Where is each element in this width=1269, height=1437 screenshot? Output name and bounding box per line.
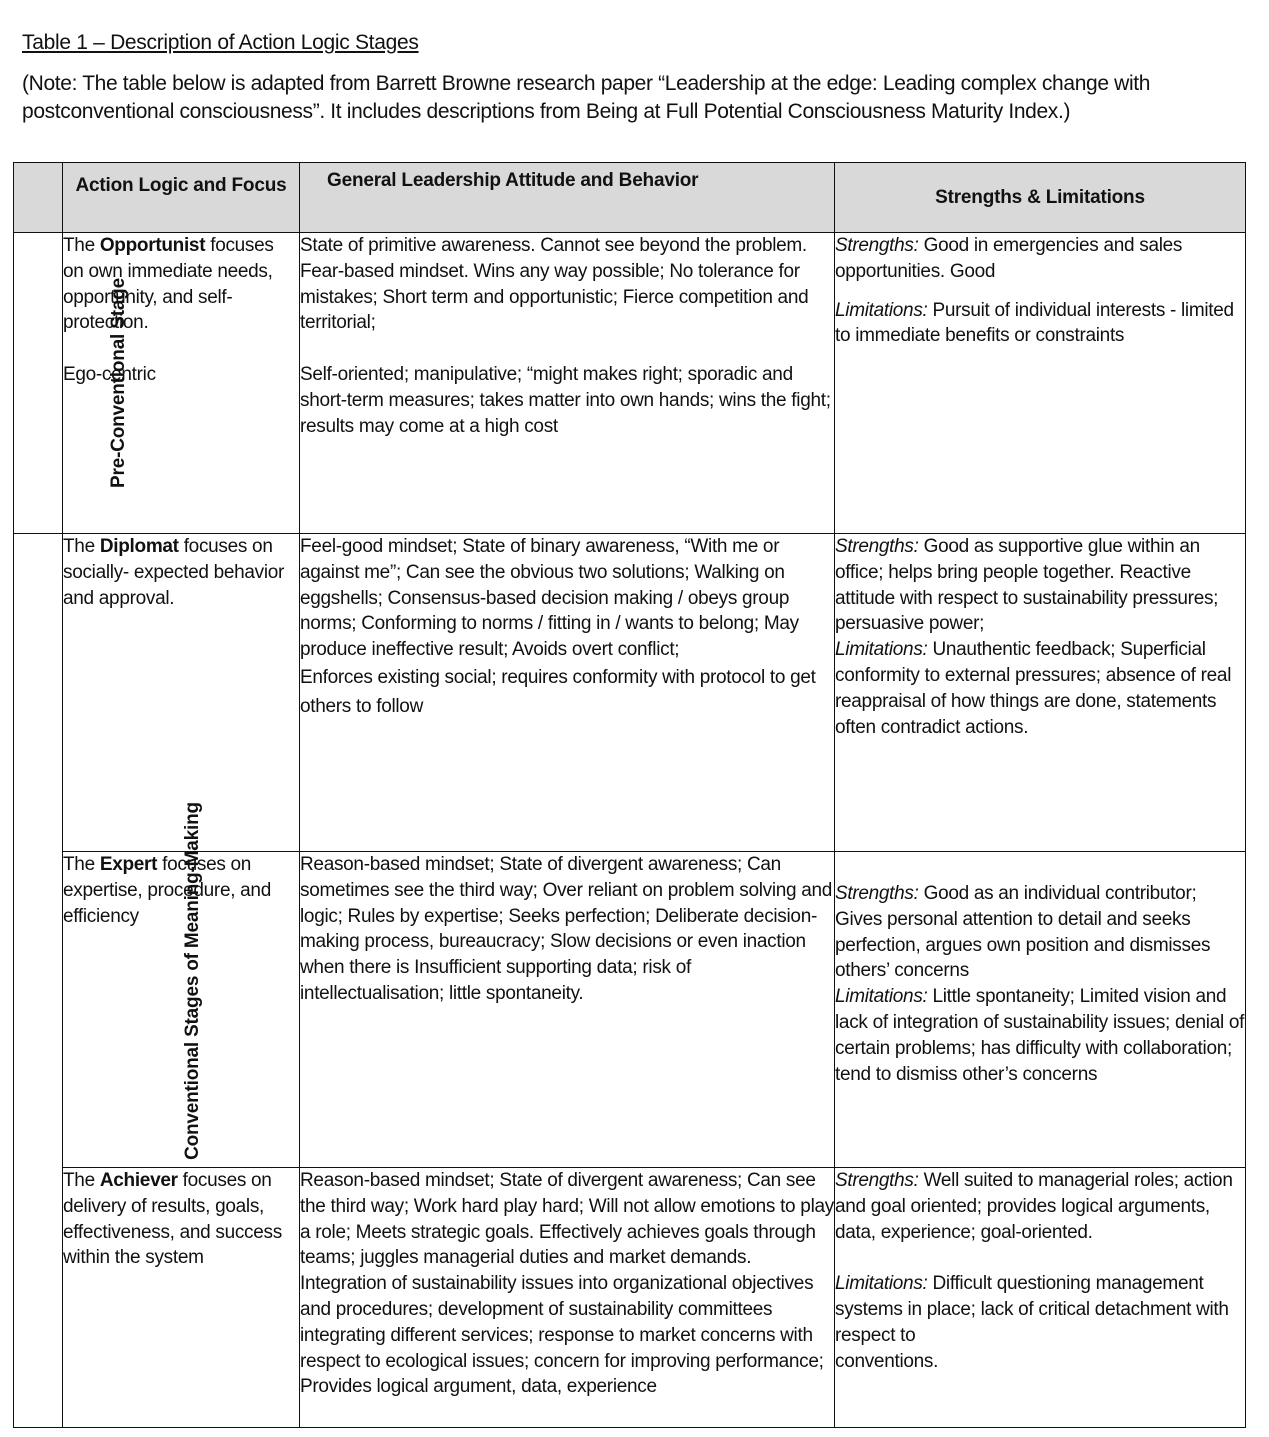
table-note: (Note: The table below is adapted from Barrett Browne research paper “Leadership at the edge: Leading complex change with postconventional consciousness”. It includes descriptions from Being at Full Potential Consciousness Maturity Index.) <box>22 72 1151 123</box>
header-action-logic-focus: Action Logic and Focus <box>63 163 300 233</box>
stage-name: Opportunist <box>99 235 206 256</box>
action-logic-table <box>13 162 1246 1428</box>
strengths-label: Strengths: <box>835 883 919 904</box>
limitations-label: Limitations: <box>835 299 928 321</box>
stage-name: Expert <box>99 854 158 875</box>
strengths-cell: Strengths: Good in emergencies and sales opportunities. Good Limitations: Pursuit of individual interests - limited to immediate benefits or constraints <box>835 233 1246 534</box>
limitations-label: Limitations: <box>835 1273 928 1295</box>
general-cell: Reason-based mindset; State of divergent awareness; Can see the third way; Work hard play hard; Will not allow emotions to play a role; Meets strategic goals. Effectively achieves goals through teams; juggles managerial duties and market demands. Integration of sustainability issues into organizational objectives and procedures; development of sustainability committees integrating different services; response to market concerns with respect to ecological issues; concern for improving performance; Provides logical argument, data, experience <box>300 1168 835 1428</box>
strengths-cell: Strengths: Good as supportive glue within an office; helps bring people together. Reactive attitude with respect to sustainability pressures; persuasive power; Limitations: Unauthentic feedback; Superficial conformity to external pressures; absence of real reappraisal of how things are done, statements often contradict actions. <box>835 534 1246 852</box>
strengths-label: Strengths: <box>835 536 919 557</box>
table-row-opportunist <box>14 233 1246 534</box>
header-general-leadership: General Leadership Attitude and Behavior <box>300 163 835 233</box>
table-header-row <box>14 163 1246 233</box>
strengths-cell: Strengths: Well suited to managerial roles; action and goal oriented; provides logical arguments, data, experience; goal-oriented. Limitations: Difficult questioning management systems in place; lack of critical detachment with respect to conventions. <box>835 1168 1246 1428</box>
focus-cell: The Opportunist focuses on own immediate needs, opportunity, and self-protection. Ego-centric <box>63 233 300 534</box>
general-cell: Feel-good mindset; State of binary awareness, “With me or against me”; Can see the obvious two solutions; Walking on eggshells; Consensus-based decision making / obeys group norms; Conforming to norms / fitting in / wants to belong; May produce ineffective result; Avoids overt conflict; Enforces existing social; requires conformity with protocol to get others to follow <box>300 534 835 852</box>
stage-name: Diplomat <box>99 536 179 557</box>
focus-cell: The Diplomat focuses on socially- expected behavior and approval. <box>63 534 300 852</box>
general-cell: State of primitive awareness. Cannot see beyond the problem. Fear-based mindset. Wins any way possible; No tolerance for mistakes; Short term and opportunistic; Fierce competition and territorial; Self-oriented; manipulative; “might makes right; sporadic and short-term measures; takes matter into own hands; wins the fight; results may come at a high cost <box>300 233 835 534</box>
strengths-label: Strengths: <box>835 235 919 256</box>
stage-label: Conventional Stages of Meaning-Making <box>181 801 203 1160</box>
table-row-diplomat <box>14 534 1246 852</box>
table-row-achiever <box>14 1168 1246 1428</box>
strengths-cell: Strengths: Good as an individual contributor; Gives personal attention to detail and seeks perfection, argues own position and dismisses others’ concerns Limitations: Little spontaneity; Limited vision and lack of integration of sustainability issues; denial of certain problems; has difficulty with collaboration; tend to dismiss other’s concerns <box>835 852 1246 1168</box>
header-stage <box>14 163 63 233</box>
focus-extra: Ego-centric <box>63 364 156 386</box>
focus-cell: The Achiever focuses on delivery of results, goals, effectiveness, and success within the system <box>63 1168 300 1428</box>
general-cell: Reason-based mindset; State of divergent awareness; Can sometimes see the third way; Over reliant on problem solving and logic; Rules by expertise; Seeks perfection; Deliberate decision-making process, bureaucracy; Slow decisions or even inaction when there is Insufficient supporting data; risk of intellectualisation; little spontaneity. <box>300 852 835 1168</box>
limitations-label: Limitations: <box>835 639 928 661</box>
focus-cell: The Expert focuses on expertise, procedure, and efficiency <box>63 852 300 1168</box>
table-caption: Table 1 – Description of Action Logic Stages <box>22 31 419 54</box>
header-strengths-limitations: Strengths & Limitations <box>835 163 1246 233</box>
stage-name: Achiever <box>99 1170 178 1191</box>
strengths-label: Strengths: <box>835 1170 919 1191</box>
limitations-label: Limitations: <box>835 986 928 1008</box>
stage-label: Pre-Conventional Stage <box>107 278 129 488</box>
